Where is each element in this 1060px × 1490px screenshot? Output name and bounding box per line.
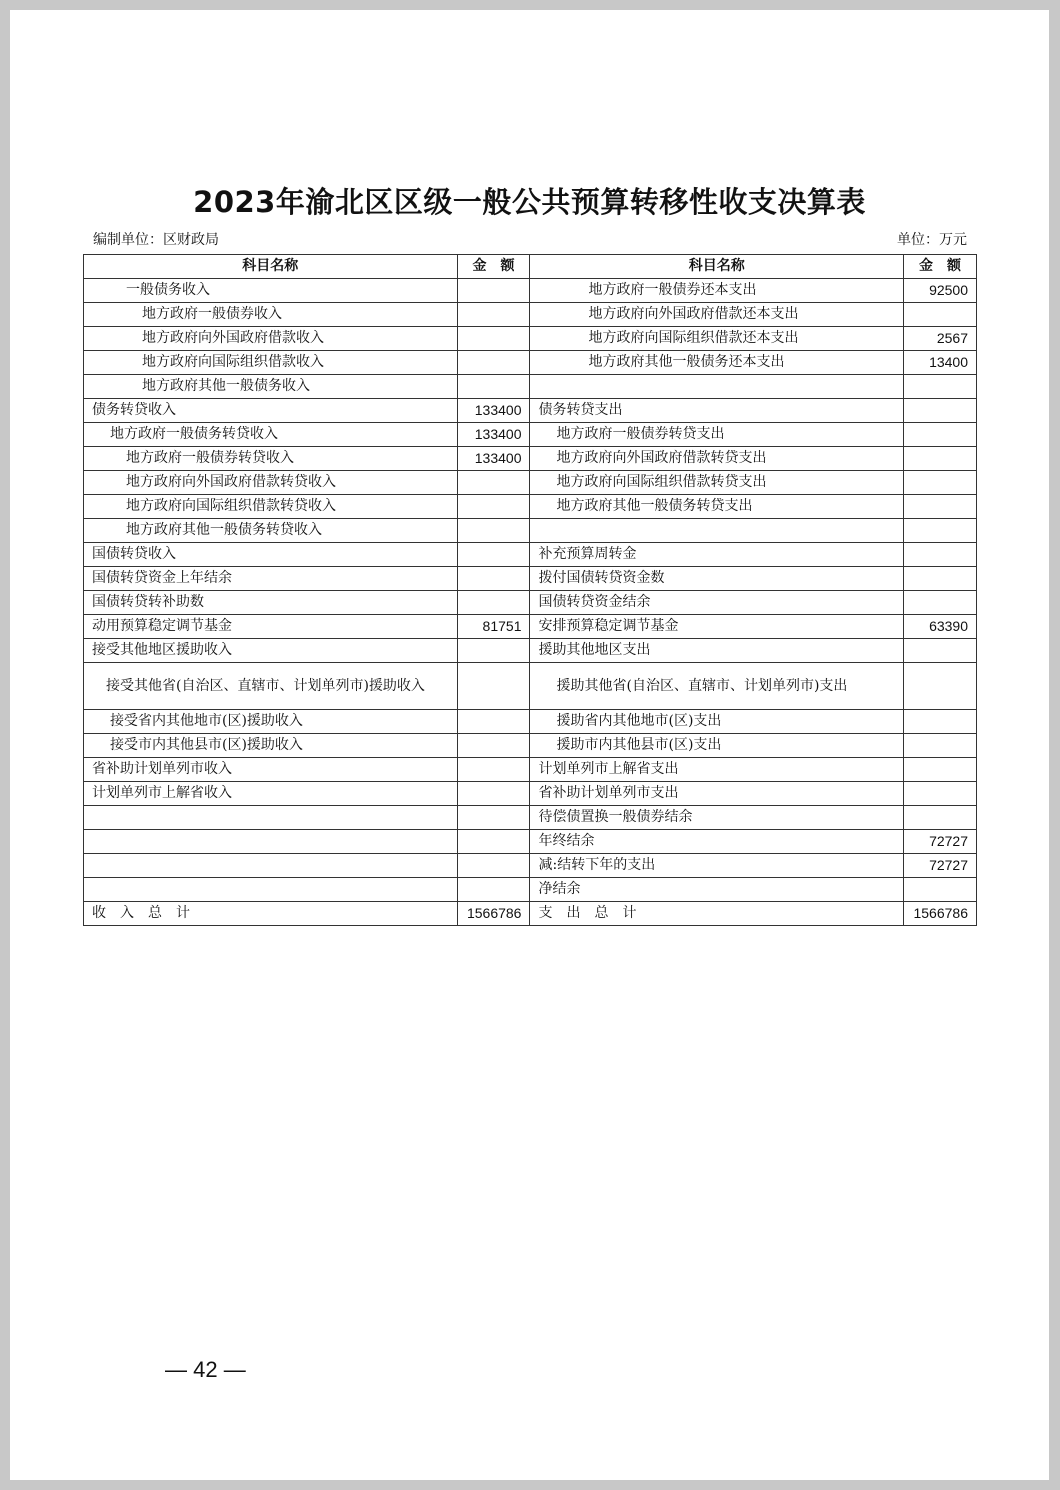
income-name-cell [84,830,458,854]
expense-name-cell: 地方政府一般债券还本支出 [530,279,904,303]
table-row [84,303,977,327]
document-page [10,10,1049,1480]
table-row [84,854,977,878]
expense-amount-cell [904,567,977,591]
expense-amount-cell [904,447,977,471]
income-amount-cell [457,806,530,830]
income-amount-cell [457,279,530,303]
expense-amount-cell: 1566786 [904,902,977,926]
table-row [84,902,977,926]
income-amount-cell [457,327,530,351]
expense-amount-cell: 72727 [904,854,977,878]
income-amount-cell [457,567,530,591]
income-name-cell: 地方政府其他一般债务收入 [84,375,458,399]
table-row [84,806,977,830]
expense-name-cell: 援助其他省(自治区、直辖市、计划单列市)支出 [530,663,904,710]
table-row [84,639,977,663]
expense-name-cell: 援助省内其他地市(区)支出 [530,710,904,734]
expense-amount-cell [904,471,977,495]
income-amount-cell [457,854,530,878]
income-name-cell: 地方政府向国际组织借款收入 [84,351,458,375]
expense-name-cell: 债务转贷支出 [530,399,904,423]
income-amount-cell [457,495,530,519]
table-row [84,663,977,710]
expense-amount-cell [904,734,977,758]
expense-amount-cell [904,663,977,710]
expense-amount-header: 金 额 [904,255,977,279]
page-title: 2023年渝北区区级一般公共预算转移性收支决算表 [193,185,866,219]
expense-amount-cell [904,878,977,902]
table-header-row [84,255,977,279]
income-name-cell: 地方政府一般债务转贷收入 [84,423,458,447]
expense-amount-cell: 13400 [904,351,977,375]
expense-name-cell: 补充预算周转金 [530,543,904,567]
expense-amount-cell [904,399,977,423]
income-name-cell: 地方政府一般债券转贷收入 [84,447,458,471]
income-name-cell: 国债转贷转补助数 [84,591,458,615]
table-row [84,351,977,375]
income-amount-cell [457,734,530,758]
income-name-cell [84,878,458,902]
expense-name-cell: 地方政府其他一般债务转贷支出 [530,495,904,519]
expense-amount-cell [904,639,977,663]
income-name-cell: 省补助计划单列市收入 [84,758,458,782]
income-name-cell: 债务转贷收入 [84,399,458,423]
expense-name-cell: 安排预算稳定调节基金 [530,615,904,639]
expense-name-cell: 年终结余 [530,830,904,854]
table-row [84,279,977,303]
income-name-cell: 接受市内其他县市(区)援助收入 [84,734,458,758]
expense-amount-cell [904,519,977,543]
expense-name-cell: 援助其他地区支出 [530,639,904,663]
income-amount-cell [457,878,530,902]
income-amount-cell [457,351,530,375]
income-name-cell: 地方政府向外国政府借款转贷收入 [84,471,458,495]
expense-amount-cell [904,591,977,615]
expense-name-cell [530,519,904,543]
table-row [84,878,977,902]
income-name-cell: 地方政府其他一般债务转贷收入 [84,519,458,543]
expense-name-cell: 地方政府向外国政府借款还本支出 [530,303,904,327]
expense-name-cell: 省补助计划单列市支出 [530,782,904,806]
expense-name-cell: 地方政府向外国政府借款转贷支出 [530,447,904,471]
budget-table [83,254,977,926]
table-row [84,399,977,423]
expense-amount-cell [904,375,977,399]
income-amount-cell [457,830,530,854]
expense-name-cell: 地方政府一般债券转贷支出 [530,423,904,447]
table-row [84,519,977,543]
income-name-cell: 地方政府一般债券收入 [84,303,458,327]
table-row [84,567,977,591]
expense-name-cell: 地方政府向国际组织借款还本支出 [530,327,904,351]
income-name-cell: 地方政府向国际组织借款转贷收入 [84,495,458,519]
income-name-cell: 接受其他省(自治区、直辖市、计划单列市)援助收入 [84,663,458,710]
expense-name-cell: 国债转贷资金结余 [530,591,904,615]
income-name-cell: 接受省内其他地市(区)援助收入 [84,710,458,734]
table-row [84,591,977,615]
expense-name-cell: 地方政府其他一般债务还本支出 [530,351,904,375]
income-name-cell: 收 入 总 计 [84,902,458,926]
table-row [84,615,977,639]
income-amount-cell [457,519,530,543]
table-row [84,782,977,806]
unit-label: 单位：万元 [897,232,967,248]
income-name-cell: 计划单列市上解省收入 [84,782,458,806]
expense-name-cell: 待偿债置换一般债券结余 [530,806,904,830]
table-row [84,830,977,854]
expense-name-cell: 净结余 [530,878,904,902]
income-amount-cell [457,782,530,806]
income-amount-cell [457,639,530,663]
expense-amount-cell: 63390 [904,615,977,639]
table-row [84,375,977,399]
table-row [84,734,977,758]
expense-amount-cell: 92500 [904,279,977,303]
income-amount-cell [457,710,530,734]
expense-amount-cell [904,782,977,806]
income-amount-cell: 1566786 [457,902,530,926]
table-row [84,471,977,495]
expense-name-header: 科目名称 [530,255,904,279]
expense-name-cell: 拨付国债转贷资金数 [530,567,904,591]
expense-name-cell: 计划单列市上解省支出 [530,758,904,782]
table-row [84,423,977,447]
income-amount-cell [457,303,530,327]
expense-amount-cell [904,303,977,327]
compiler-label: 编制单位：区财政局 [93,232,219,248]
income-amount-cell [457,375,530,399]
expense-amount-cell [904,543,977,567]
table-body [84,279,977,926]
income-amount-cell [457,758,530,782]
expense-amount-cell [904,495,977,519]
expense-amount-cell [904,423,977,447]
income-name-cell [84,854,458,878]
income-name-cell [84,806,458,830]
income-name-cell: 动用预算稳定调节基金 [84,615,458,639]
income-name-header: 科目名称 [84,255,458,279]
expense-amount-cell: 2567 [904,327,977,351]
income-amount-header: 金 额 [457,255,530,279]
table-row [84,543,977,567]
table-row [84,495,977,519]
page-number: — 42 — [165,1357,246,1382]
income-name-cell: 一般债务收入 [84,279,458,303]
expense-name-cell: 地方政府向国际组织借款转贷支出 [530,471,904,495]
table-row [84,447,977,471]
expense-name-cell: 减:结转下年的支出 [530,854,904,878]
income-name-cell: 地方政府向外国政府借款收入 [84,327,458,351]
income-amount-cell [457,591,530,615]
income-name-cell: 国债转贷收入 [84,543,458,567]
table-row [84,710,977,734]
table-row [84,327,977,351]
income-amount-cell [457,663,530,710]
income-name-cell: 接受其他地区援助收入 [84,639,458,663]
expense-amount-cell [904,806,977,830]
expense-name-cell: 援助市内其他县市(区)支出 [530,734,904,758]
income-amount-cell [457,543,530,567]
expense-amount-cell [904,710,977,734]
income-amount-cell [457,471,530,495]
expense-amount-cell [904,758,977,782]
expense-amount-cell: 72727 [904,830,977,854]
expense-name-cell [530,375,904,399]
income-amount-cell: 133400 [457,423,530,447]
income-name-cell: 国债转贷资金上年结余 [84,567,458,591]
income-amount-cell: 81751 [457,615,530,639]
table-row [84,758,977,782]
income-amount-cell: 133400 [457,399,530,423]
expense-name-cell: 支 出 总 计 [530,902,904,926]
income-amount-cell: 133400 [457,447,530,471]
